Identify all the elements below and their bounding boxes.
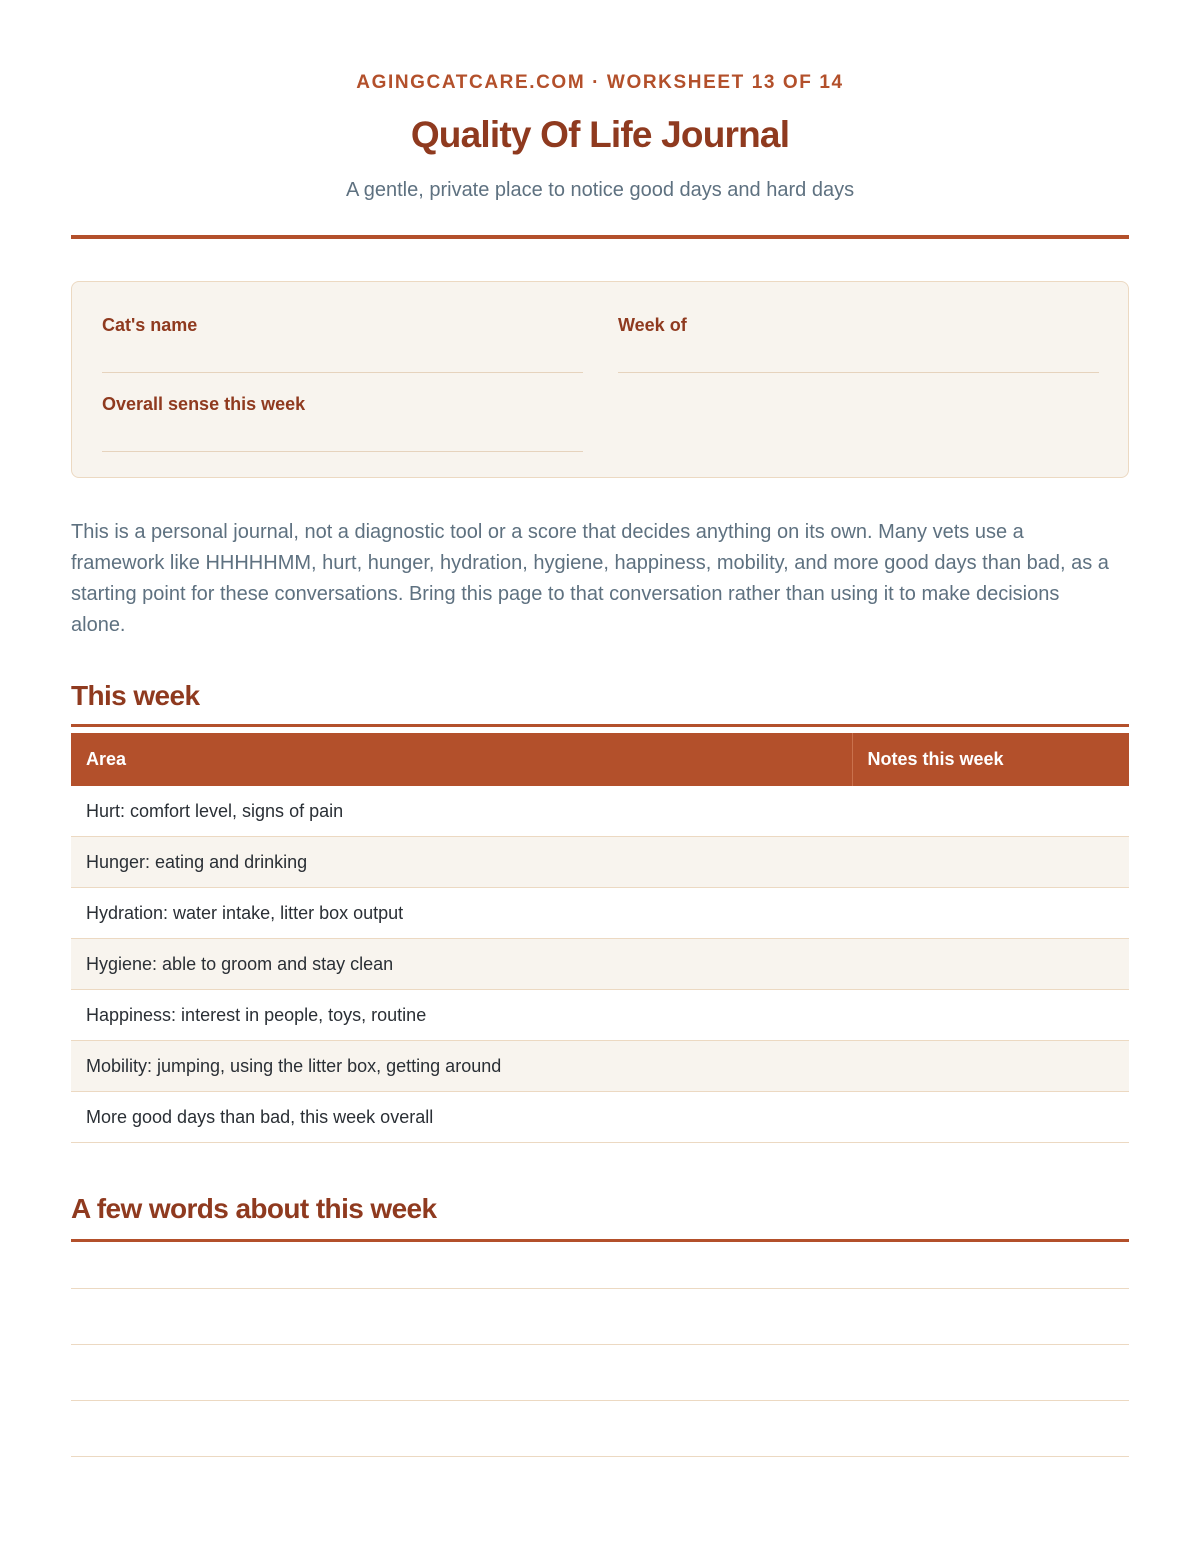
area-cell: Hydration: water intake, litter box output (71, 888, 852, 939)
field-week-of[interactable] (618, 315, 1099, 336)
field-cat-name-line[interactable] (102, 372, 583, 373)
area-cell: Hurt: comfort level, signs of pain (71, 786, 852, 837)
table-row (71, 786, 1129, 837)
intro-paragraph: This is a personal journal, not a diagnostic tool or a score that decides anything on its own. Many vets use a framework like HHHHHMM, hurt, hunger, hydration, hygiene, happiness, mobility, and more good days than bad, as a starting point for these conversations. Bring this page to that conversation rather than using it to make decisions alone. (71, 521, 1109, 636)
writing-line[interactable] (71, 1400, 1129, 1401)
area-cell: Hunger: eating and drinking (71, 837, 852, 888)
writing-line[interactable] (71, 1456, 1129, 1457)
column-header-area: Area (71, 733, 852, 786)
reflection-divider (71, 1239, 1129, 1242)
column-header-notes: Notes this week (852, 733, 1129, 786)
table-row (71, 939, 1129, 990)
field-cat-name-label: Cat's name (102, 315, 198, 335)
area-cell: Happiness: interest in people, toys, routine (71, 990, 852, 1041)
area-cell: Mobility: jumping, using the litter box, getting around (71, 1041, 852, 1092)
notes-cell[interactable] (852, 1092, 1129, 1143)
table-header-row (71, 733, 1129, 786)
notes-cell[interactable] (852, 888, 1129, 939)
table-row (71, 990, 1129, 1041)
this-week-heading: This week (71, 680, 200, 711)
table-row (71, 837, 1129, 888)
table-row (71, 1041, 1129, 1092)
table-row (71, 888, 1129, 939)
field-week-of-label: Week of (618, 315, 687, 335)
area-cell: More good days than bad, this week overall (71, 1092, 852, 1143)
field-cat-name[interactable] (102, 315, 583, 336)
this-week-table (71, 733, 1129, 1143)
field-week-of-line[interactable] (618, 372, 1099, 373)
header-divider (71, 235, 1129, 239)
site-eyebrow: AGINGCATCARE.COM · WORKSHEET 13 OF 14 (356, 72, 844, 93)
notes-cell[interactable] (852, 837, 1129, 888)
writing-line[interactable] (71, 1344, 1129, 1345)
notes-cell[interactable] (852, 939, 1129, 990)
reflection-heading: A few words about this week (71, 1193, 437, 1224)
field-overall-sense-line[interactable] (102, 451, 583, 452)
notes-cell[interactable] (852, 990, 1129, 1041)
writing-line[interactable] (71, 1288, 1129, 1289)
field-overall-sense[interactable] (102, 394, 583, 415)
notes-cell[interactable] (852, 786, 1129, 837)
this-week-divider (71, 724, 1129, 727)
info-box (71, 281, 1129, 478)
notes-cell[interactable] (852, 1041, 1129, 1092)
area-cell: Hygiene: able to groom and stay clean (71, 939, 852, 990)
page-subtitle: A gentle, private place to notice good days and hard days (345, 179, 855, 201)
table-row (71, 1092, 1129, 1143)
field-overall-sense-label: Overall sense this week (102, 394, 306, 414)
page-title: Quality Of Life Journal (410, 114, 790, 155)
